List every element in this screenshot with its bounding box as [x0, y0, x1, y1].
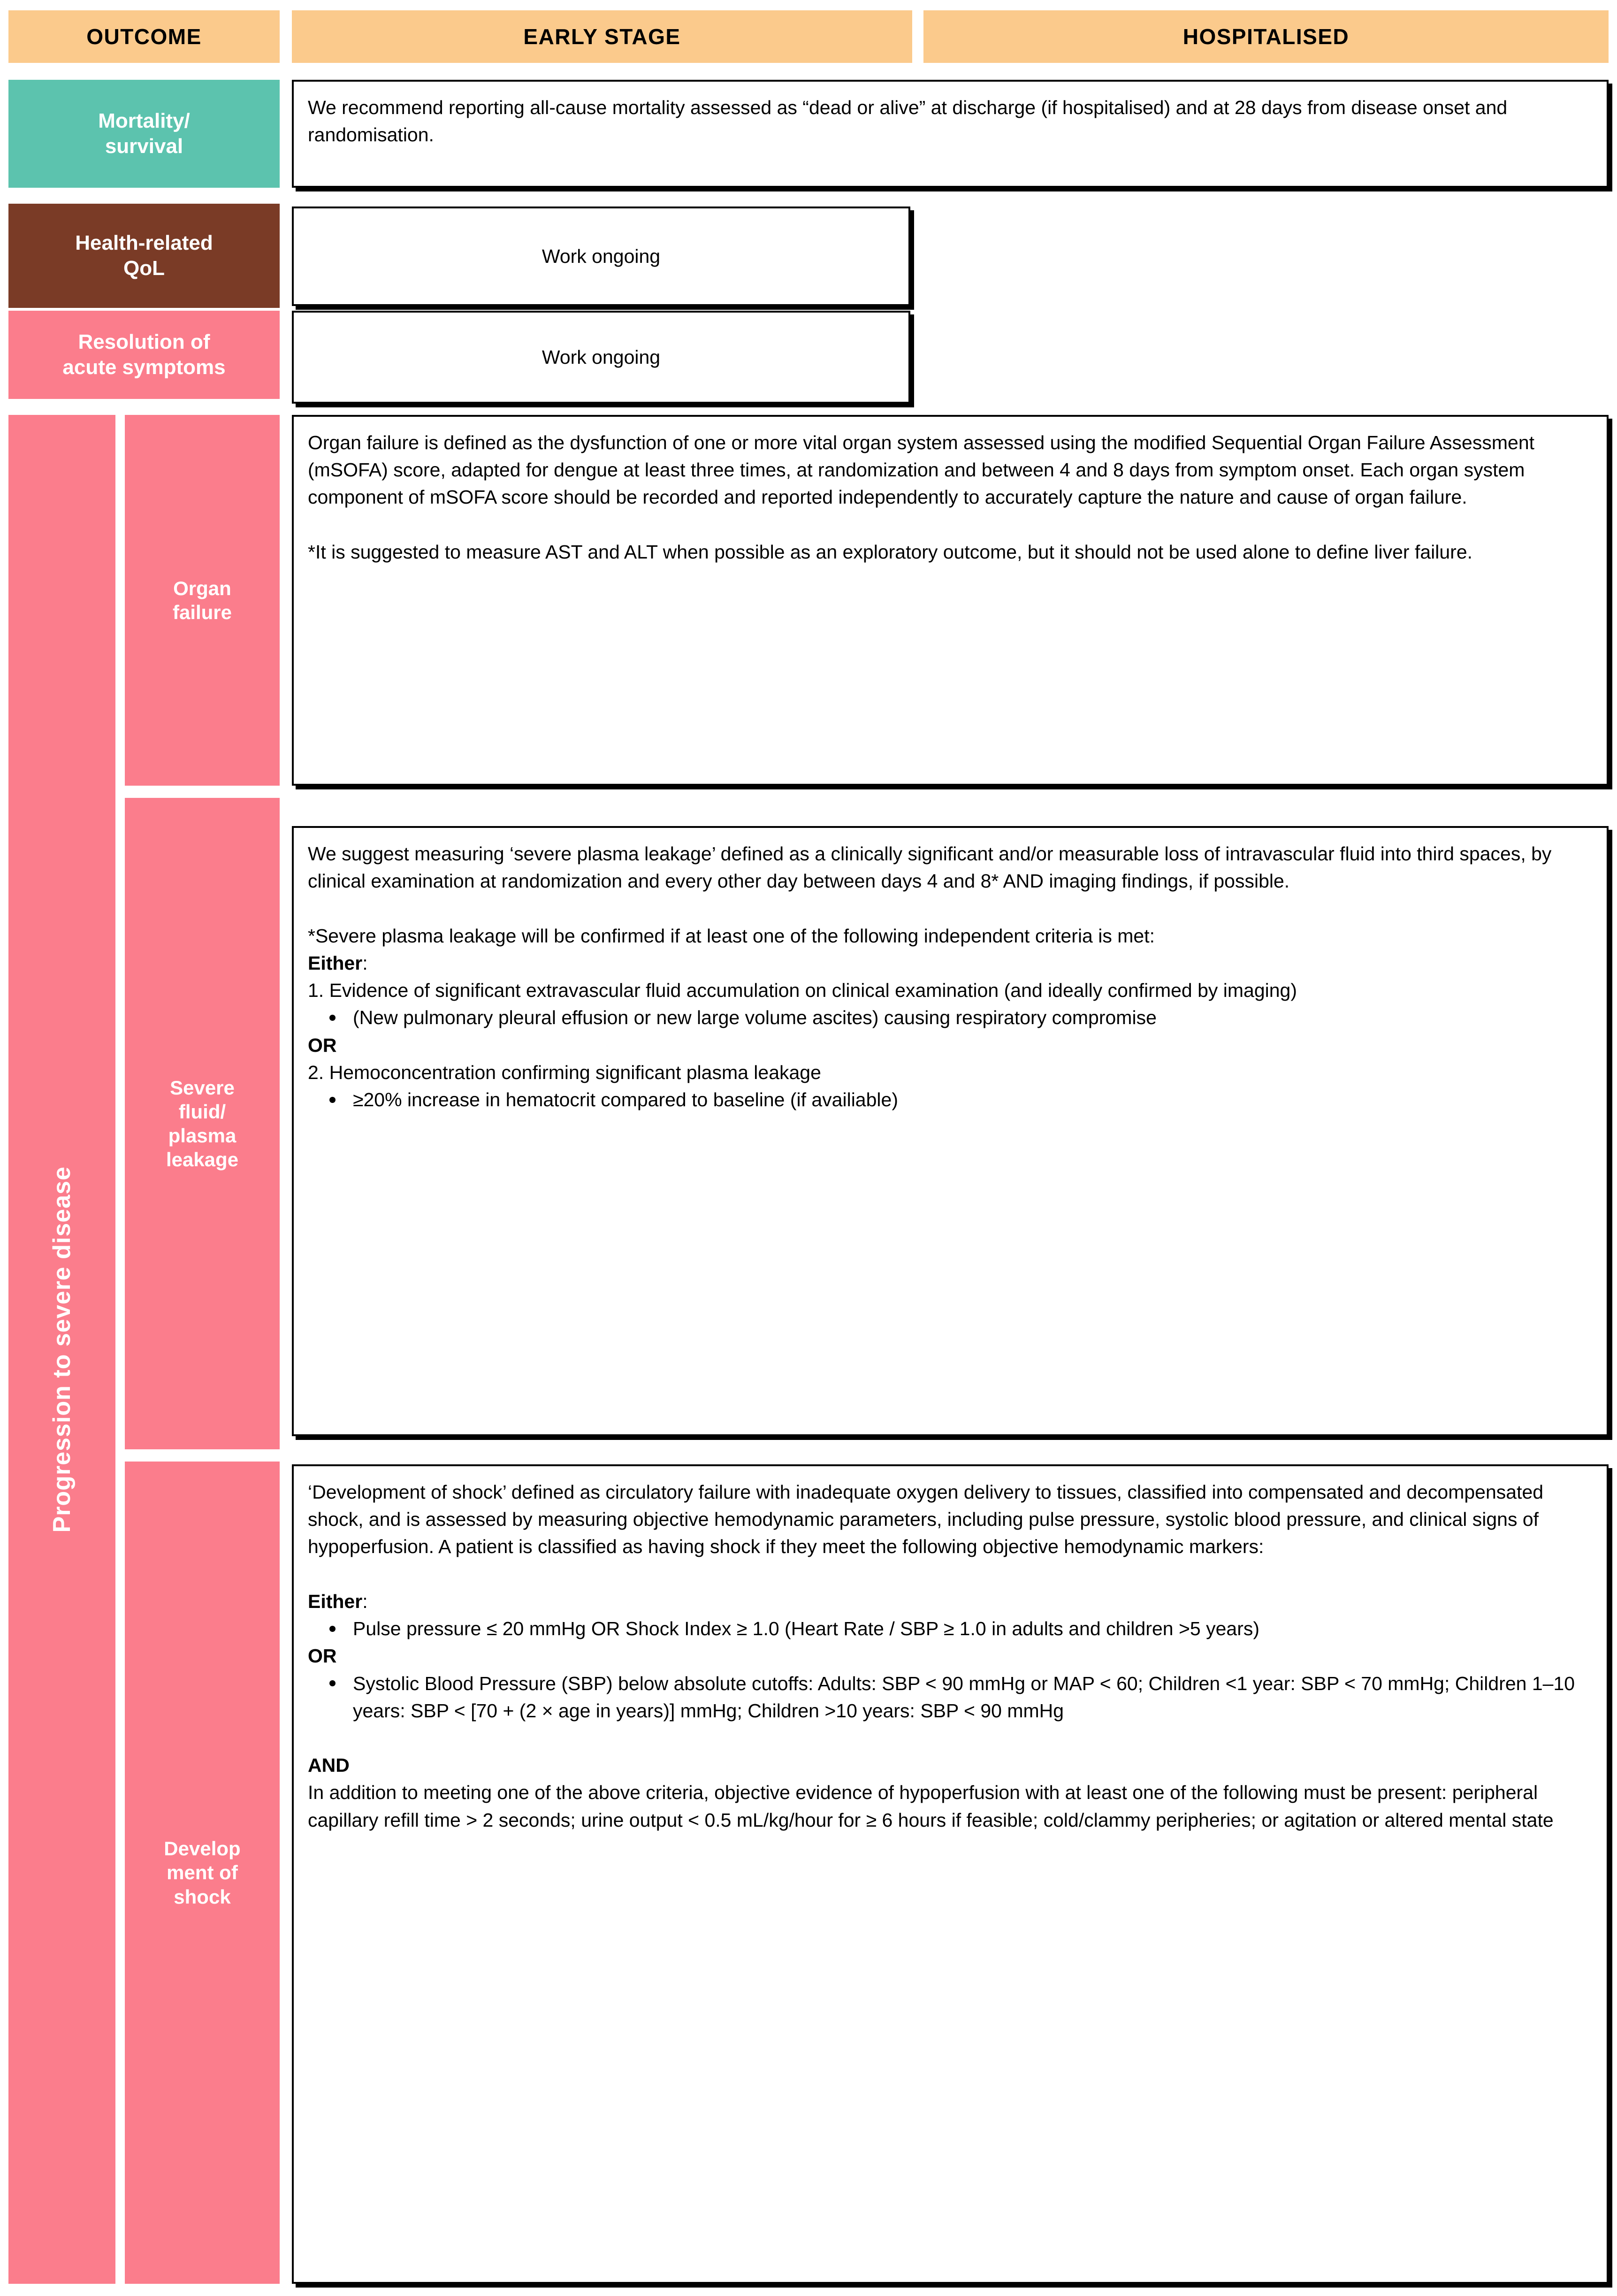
shock-or-label: OR	[308, 1645, 337, 1667]
list-item: ≥20% increase in hematocrit compared to baseline (if availiable)	[353, 1086, 1593, 1113]
plasma-leakage-criterion-2: 2. Hemoconcentration confirming significant plasma leakage	[308, 1061, 821, 1083]
organ-failure-label-line2: failure	[172, 601, 232, 623]
resolution-text: Work ongoing	[542, 346, 661, 368]
shock-and-label: AND	[308, 1754, 350, 1776]
paragraph-spacer	[308, 511, 1593, 538]
plasma-leakage-label-line2: fluid/	[178, 1100, 226, 1123]
hrqol-text: Work ongoing	[542, 245, 661, 267]
plasma-leakage-bullet-list-1	[308, 1004, 1593, 1031]
header-cell-outcome	[8, 10, 280, 63]
plasma-leakage-paragraph-2: *Severe plasma leakage will be confirmed if at least one of the following independent criteria is met:	[308, 925, 1155, 947]
plasma-leakage-bullet-list-2	[308, 1086, 1593, 1113]
header-early-stage-label: EARLY STAGE	[523, 24, 681, 49]
plasma-leakage-criterion-1: 1. Evidence of significant extravascular fluid accumulation on clinical examination (and ideally confirmed by imaging)	[308, 980, 1297, 1002]
shock-paragraph-2: In addition to meeting one of the above criteria, objective evidence of hypoperfusion with at least one of the following must be present: peripheral capillary refill time > 2 seconds; urine output < 0.5 mL/kg/hour for ≥ 6 hours if feasible; cold/clammy peripheries; or agitation or altered mental state	[308, 1782, 1554, 1831]
content-box-mortality	[292, 80, 1609, 188]
shock-label-line3: shock	[174, 1885, 231, 1908]
shock-bullet-list-2	[308, 1670, 1593, 1724]
content-box-plasma-leakage	[292, 826, 1609, 1436]
shock-label-line1: Develop	[164, 1837, 241, 1860]
resolution-label-line2: acute symptoms	[62, 356, 226, 379]
plasma-leakage-label-line3: plasma	[168, 1125, 236, 1147]
content-box-resolution	[292, 311, 910, 404]
outcome-chip-resolution-acute-symptoms	[8, 311, 280, 399]
content-box-development-of-shock	[292, 1464, 1609, 2284]
paragraph-spacer	[308, 895, 1593, 922]
progression-spine-label: Progression to severe disease	[48, 1166, 76, 1533]
outcome-chip-mortality-survival	[8, 80, 280, 188]
mortality-label-line1: Mortality/	[98, 109, 190, 133]
either-colon: :	[362, 1590, 368, 1612]
header-cell-hospitalised	[923, 10, 1609, 63]
list-item: Pulse pressure ≤ 20 mmHg OR Shock Index ≥ 1.0 (Heart Rate / SBP ≥ 1.0 in adults and children >5 years)	[353, 1615, 1593, 1642]
plasma-leakage-label-line1: Severe	[170, 1076, 235, 1099]
resolution-label-line1: Resolution of	[78, 330, 210, 354]
either-label: Either	[308, 1590, 363, 1612]
shock-paragraph-1: ‘Development of shock’ defined as circulatory failure with inadequate oxygen delivery to tissues, classified into compensated and decompensated shock, and is assessed by measuring objective hemodynamic parameters, including pulse pressure, systolic blood pressure, and clinical signs of hypoperfusion. A patient is classified as having shock if they meet the following objective hemodynamic markers:	[308, 1481, 1544, 1558]
list-item: Systolic Blood Pressure (SBP) below absolute cutoffs: Adults: SBP < 90 mmHg or MAP < 60; Children <1 year: SBP < 70 mmHg; Children 1–10 years: SBP < [70 + (2 × age in years)] mmHg; Children >10 years: SBP < 90 mmHg	[353, 1670, 1593, 1724]
organ-failure-paragraph-2: *It is suggested to measure AST and ALT when possible as an exploratory outcome, but it should not be used alone to define liver failure.	[308, 541, 1473, 563]
shock-bullet-list-1	[308, 1615, 1593, 1642]
hrqol-label-line1: Health-related	[75, 231, 213, 255]
paragraph-spacer	[308, 1724, 1593, 1752]
organ-failure-paragraph-1: Organ failure is defined as the dysfunction of one or more vital organ system assessed using the modified Sequential Organ Failure Assessment (mSOFA) score, adapted for dengue at least three times, at randomization and between 4 and 8 days from symptom onset. Each organ system component of mSOFA score should be recorded and reported independently to accurately capture the nature and cause of organ failure.	[308, 432, 1535, 508]
content-box-organ-failure	[292, 415, 1609, 786]
mortality-text: We recommend reporting all-cause mortality assessed as “dead or alive” at discharge (if hospitalised) and at 28 days from disease onset and randomisation.	[308, 97, 1508, 146]
plasma-leakage-or-label: OR	[308, 1034, 337, 1056]
shock-label-line2: ment of	[167, 1861, 238, 1884]
outcome-chip-health-related-qol	[8, 204, 280, 308]
outcome-group-progression-to-severe-disease	[8, 415, 115, 2284]
either-label: Either	[308, 952, 363, 974]
either-colon: :	[362, 952, 368, 974]
subcategory-chip-development-of-shock	[125, 1462, 280, 2284]
list-item: (New pulmonary pleural effusion or new large volume ascites) causing respiratory compromise	[353, 1004, 1593, 1031]
header-hospitalised-label: HOSPITALISED	[1182, 24, 1350, 49]
hrqol-label-line2: QoL	[123, 257, 165, 280]
header-outcome-label: OUTCOME	[86, 24, 202, 49]
subcategory-chip-plasma-leakage	[125, 798, 280, 1449]
plasma-leakage-either-heading	[308, 949, 1593, 977]
shock-either-heading	[308, 1588, 1593, 1615]
content-box-hrqol	[292, 207, 910, 306]
header-cell-early-stage	[292, 10, 912, 63]
paragraph-spacer	[308, 1561, 1593, 1588]
organ-failure-label-line1: Organ	[173, 577, 231, 599]
subcategory-chip-organ-failure	[125, 415, 280, 786]
mortality-label-line2: survival	[105, 135, 183, 158]
plasma-leakage-paragraph-1: We suggest measuring ‘severe plasma leakage’ defined as a clinically significant and/or measurable loss of intravascular fluid into third spaces, by clinical examination at randomization and every other day between days 4 and 8* AND imaging findings, if possible.	[308, 843, 1552, 892]
plasma-leakage-label-line4: leakage	[166, 1148, 239, 1171]
